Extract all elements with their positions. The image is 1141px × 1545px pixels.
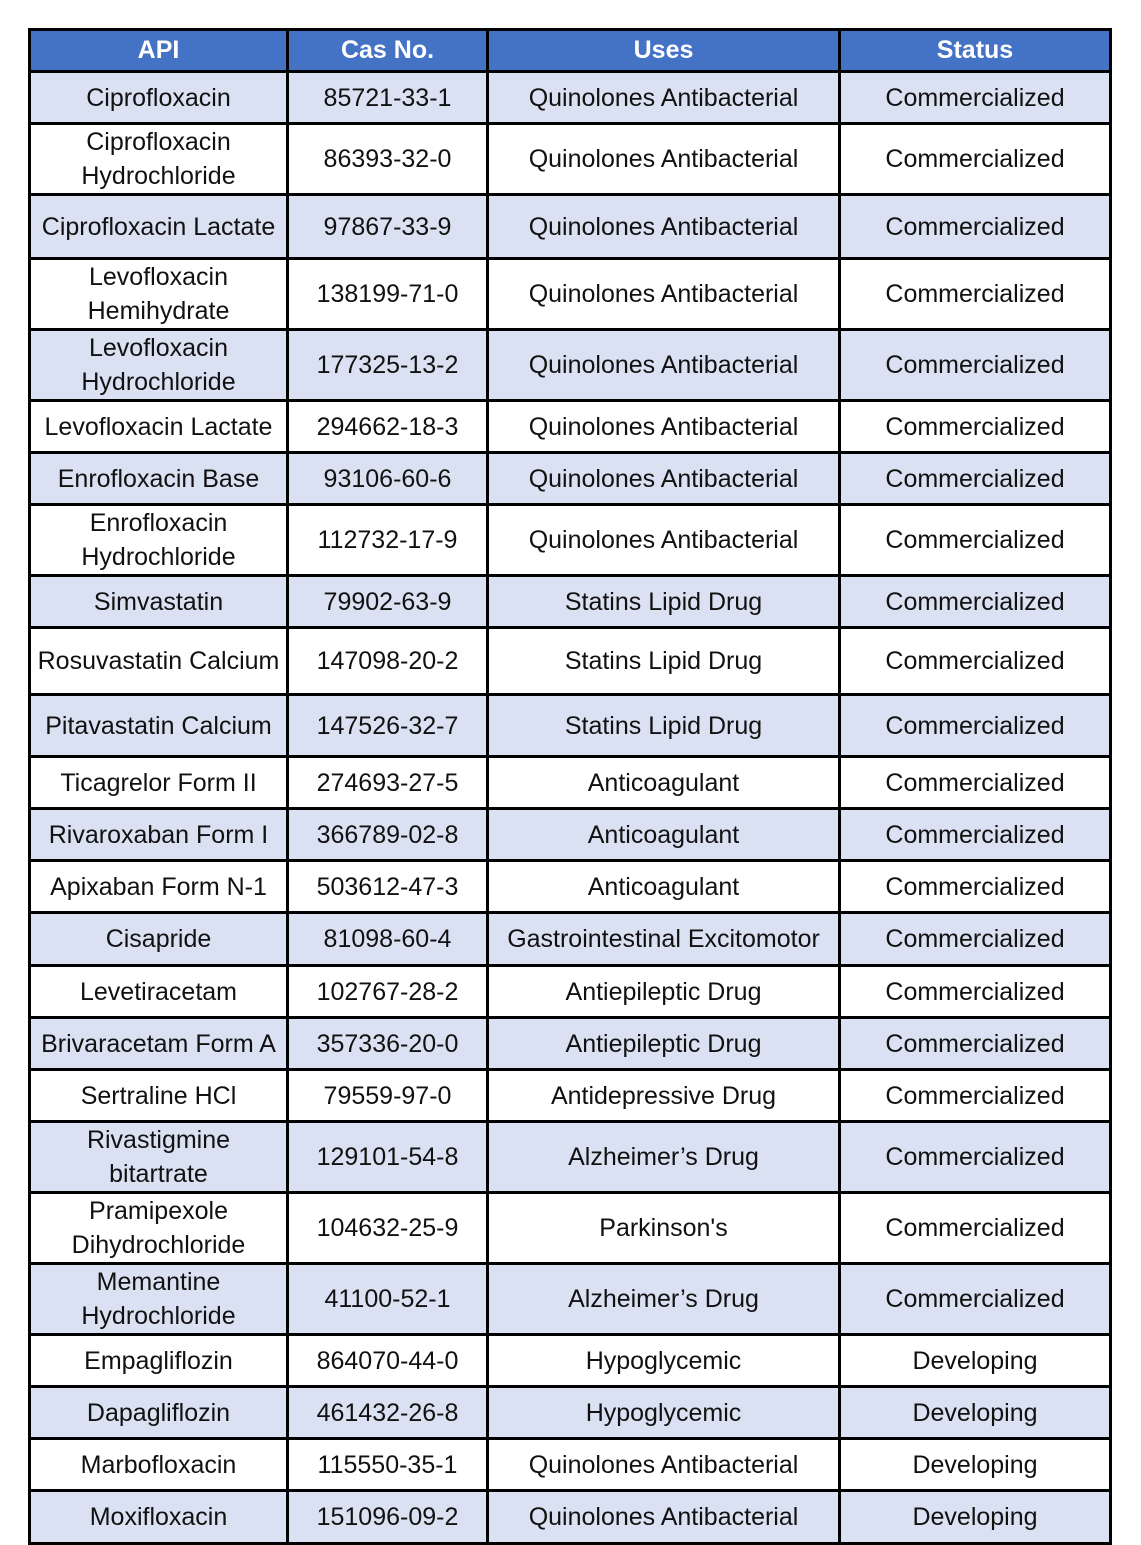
cell-api: Moxifloxacin (30, 1491, 288, 1544)
cell-status: Commercialized (840, 1264, 1111, 1335)
cell-uses: Anticoagulant (488, 809, 840, 861)
cell-uses: Antiepileptic Drug (488, 966, 840, 1018)
cell-status: Commercialized (840, 695, 1111, 757)
cell-uses: Quinolones Antibacterial (488, 505, 840, 576)
table-row (30, 195, 1111, 259)
cell-status: Commercialized (840, 505, 1111, 576)
cell-api: Pitavastatin Calcium (30, 695, 288, 757)
cell-api: Rivaroxaban Form I (30, 809, 288, 861)
cell-uses: Anticoagulant (488, 757, 840, 809)
cell-uses: Anticoagulant (488, 861, 840, 913)
cell-cas-no: 97867-33-9 (288, 195, 488, 259)
cell-status: Commercialized (840, 966, 1111, 1018)
table-row (30, 1122, 1111, 1193)
cell-status: Commercialized (840, 72, 1111, 124)
cell-status: Commercialized (840, 1070, 1111, 1122)
cell-api: Ticagrelor Form II (30, 757, 288, 809)
table-row (30, 330, 1111, 401)
cell-api: Memantine Hydrochloride (30, 1264, 288, 1335)
cell-uses: Parkinson's (488, 1193, 840, 1264)
table-row (30, 966, 1111, 1018)
cell-api: Levetiracetam (30, 966, 288, 1018)
cell-status: Commercialized (840, 861, 1111, 913)
cell-uses: Quinolones Antibacterial (488, 401, 840, 453)
cell-uses: Gastrointestinal Excitomotor (488, 913, 840, 966)
cell-status: Commercialized (840, 1122, 1111, 1193)
cell-cas-no: 357336-20-0 (288, 1018, 488, 1070)
cell-uses: Quinolones Antibacterial (488, 1439, 840, 1491)
cell-cas-no: 177325-13-2 (288, 330, 488, 401)
cell-cas-no: 41100-52-1 (288, 1264, 488, 1335)
column-header-status: Status (840, 30, 1111, 72)
cell-api: Levofloxacin Hemihydrate (30, 259, 288, 330)
cell-cas-no: 104632-25-9 (288, 1193, 488, 1264)
cell-api: Apixaban Form N-1 (30, 861, 288, 913)
cell-cas-no: 503612-47-3 (288, 861, 488, 913)
table-row (30, 1387, 1111, 1439)
cell-status: Commercialized (840, 401, 1111, 453)
cell-cas-no: 366789-02-8 (288, 809, 488, 861)
cell-api: Ciprofloxacin Hydrochloride (30, 124, 288, 195)
cell-uses: Hypoglycemic (488, 1335, 840, 1387)
cell-api: Levofloxacin Hydrochloride (30, 330, 288, 401)
cell-uses: Quinolones Antibacterial (488, 259, 840, 330)
table-row (30, 861, 1111, 913)
cell-uses: Hypoglycemic (488, 1387, 840, 1439)
cell-uses: Antidepressive Drug (488, 1070, 840, 1122)
cell-cas-no: 79902-63-9 (288, 576, 488, 628)
cell-cas-no: 151096-09-2 (288, 1491, 488, 1544)
cell-uses: Statins Lipid Drug (488, 695, 840, 757)
cell-api: Enrofloxacin Hydrochloride (30, 505, 288, 576)
column-header-cas-no: Cas No. (288, 30, 488, 72)
cell-uses: Statins Lipid Drug (488, 628, 840, 695)
table-row (30, 401, 1111, 453)
table-row (30, 809, 1111, 861)
cell-status: Commercialized (840, 809, 1111, 861)
cell-api: Ciprofloxacin (30, 72, 288, 124)
cell-cas-no: 294662-18-3 (288, 401, 488, 453)
cell-cas-no: 102767-28-2 (288, 966, 488, 1018)
cell-status: Developing (840, 1335, 1111, 1387)
table-row (30, 1193, 1111, 1264)
table-row (30, 1070, 1111, 1122)
cell-status: Commercialized (840, 913, 1111, 966)
cell-uses: Alzheimer’s Drug (488, 1264, 840, 1335)
cell-cas-no: 147526-32-7 (288, 695, 488, 757)
cell-status: Commercialized (840, 195, 1111, 259)
table-row (30, 913, 1111, 966)
table-row (30, 124, 1111, 195)
cell-uses: Quinolones Antibacterial (488, 72, 840, 124)
cell-uses: Quinolones Antibacterial (488, 330, 840, 401)
cell-cas-no: 115550-35-1 (288, 1439, 488, 1491)
cell-api: Rosuvastatin Calcium (30, 628, 288, 695)
cell-status: Commercialized (840, 259, 1111, 330)
cell-status: Commercialized (840, 757, 1111, 809)
cell-api: Levofloxacin Lactate (30, 401, 288, 453)
cell-uses: Statins Lipid Drug (488, 576, 840, 628)
cell-api: Marbofloxacin (30, 1439, 288, 1491)
column-header-api: API (30, 30, 288, 72)
cell-uses: Alzheimer’s Drug (488, 1122, 840, 1193)
cell-api: Enrofloxacin Base (30, 453, 288, 505)
table-row (30, 505, 1111, 576)
cell-cas-no: 112732-17-9 (288, 505, 488, 576)
cell-api: Ciprofloxacin Lactate (30, 195, 288, 259)
cell-cas-no: 86393-32-0 (288, 124, 488, 195)
table-row (30, 259, 1111, 330)
cell-status: Commercialized (840, 576, 1111, 628)
cell-status: Commercialized (840, 1018, 1111, 1070)
table-row (30, 757, 1111, 809)
table-row (30, 1018, 1111, 1070)
table-row (30, 453, 1111, 505)
table-row (30, 1264, 1111, 1335)
cell-uses: Antiepileptic Drug (488, 1018, 840, 1070)
header-row (30, 30, 1111, 72)
table-row (30, 1491, 1111, 1544)
api-table (28, 28, 1112, 1545)
cell-uses: Quinolones Antibacterial (488, 195, 840, 259)
cell-api: Rivastigmine bitartrate (30, 1122, 288, 1193)
cell-api: Cisapride (30, 913, 288, 966)
table-row (30, 1335, 1111, 1387)
table-row (30, 1439, 1111, 1491)
cell-uses: Quinolones Antibacterial (488, 124, 840, 195)
cell-api: Brivaracetam Form A (30, 1018, 288, 1070)
table-row (30, 72, 1111, 124)
cell-cas-no: 129101-54-8 (288, 1122, 488, 1193)
cell-cas-no: 138199-71-0 (288, 259, 488, 330)
column-header-uses: Uses (488, 30, 840, 72)
cell-cas-no: 93106-60-6 (288, 453, 488, 505)
cell-cas-no: 85721-33-1 (288, 72, 488, 124)
cell-uses: Quinolones Antibacterial (488, 453, 840, 505)
cell-status: Commercialized (840, 453, 1111, 505)
cell-cas-no: 147098-20-2 (288, 628, 488, 695)
table-row (30, 576, 1111, 628)
cell-status: Commercialized (840, 1193, 1111, 1264)
cell-cas-no: 461432-26-8 (288, 1387, 488, 1439)
cell-api: Empagliflozin (30, 1335, 288, 1387)
cell-status: Commercialized (840, 330, 1111, 401)
cell-api: Pramipexole Dihydrochloride (30, 1193, 288, 1264)
cell-status: Developing (840, 1439, 1111, 1491)
cell-cas-no: 79559-97-0 (288, 1070, 488, 1122)
cell-api: Dapagliflozin (30, 1387, 288, 1439)
table-row (30, 628, 1111, 695)
cell-status: Commercialized (840, 628, 1111, 695)
cell-status: Developing (840, 1491, 1111, 1544)
cell-api: Sertraline HCl (30, 1070, 288, 1122)
cell-status: Developing (840, 1387, 1111, 1439)
cell-cas-no: 274693-27-5 (288, 757, 488, 809)
cell-cas-no: 864070-44-0 (288, 1335, 488, 1387)
cell-cas-no: 81098-60-4 (288, 913, 488, 966)
cell-api: Simvastatin (30, 576, 288, 628)
table-body (30, 72, 1111, 1544)
cell-status: Commercialized (840, 124, 1111, 195)
cell-uses: Quinolones Antibacterial (488, 1491, 840, 1544)
table-row (30, 695, 1111, 757)
